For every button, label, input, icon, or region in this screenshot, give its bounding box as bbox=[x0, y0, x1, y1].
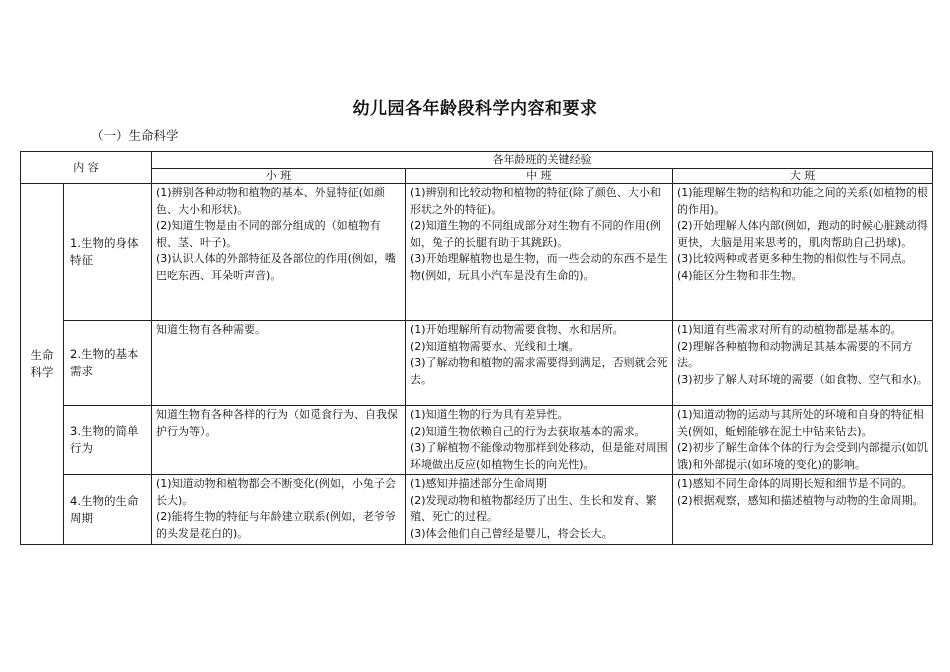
header-content: 内 容 bbox=[21, 152, 152, 184]
table-header-row bbox=[21, 152, 933, 169]
page-title: 幼儿园各年龄段科学内容和要求 bbox=[352, 99, 598, 119]
list-item: (1)知道生物的行为具有差异性。 bbox=[410, 408, 569, 421]
list-item: (3)体会他们自己曾经是婴儿，将会长大。 bbox=[410, 526, 613, 540]
table-subheader-row bbox=[21, 169, 933, 184]
list-item: (2)理解各种植物和动物满足其基本需要的不同方法。 bbox=[677, 339, 913, 369]
table-row bbox=[21, 475, 933, 545]
list-item: (2)开始理解人体内部(例如，跑动的时候心脏跳动得更快，大脑是用来思考的，肌肉帮助自己扔球)。 bbox=[677, 219, 928, 249]
list-item: (2)知道生物是由不同的部分组成的（如植物有根、茎、叶子)。 bbox=[156, 219, 381, 249]
small-class-cell bbox=[152, 184, 406, 321]
header-large-class: 大 班 bbox=[673, 169, 933, 184]
small-class-cell bbox=[152, 475, 406, 545]
list-item: (1)开始理解所有动物需要食物、水和居所。 bbox=[410, 323, 624, 336]
large-class-cell bbox=[673, 321, 933, 406]
list-item: (1)知道动物的运动与其所处的环境和自身的特征相关(例如，蚯蚓能够在泥土中钻来钻去)。 bbox=[677, 408, 924, 438]
list-item: (2)知道生物依赖自己的行为去获取基本的需求。 bbox=[410, 424, 646, 438]
category-cell bbox=[21, 184, 64, 545]
list-item: (3)比较两种或者更多种生物的相似性与不同点。 bbox=[677, 252, 913, 265]
list-item: (2)知道植物需要水、光线和土壤。 bbox=[410, 339, 580, 353]
middle-class-cell bbox=[406, 475, 673, 545]
list-item: (2)根据观察，感知和描述植物与动物的生命周期。 bbox=[677, 493, 924, 507]
topic-cell: 4.生物的生命周期 bbox=[64, 475, 152, 545]
list-item: (2)发现动物和植物都经历了出生、生长和发育、繁殖、死亡的过程。 bbox=[410, 493, 657, 523]
category-label: 生命科学 bbox=[30, 348, 54, 379]
list-item: (1)知道有些需求对所有的动植物都是基本的。 bbox=[677, 323, 902, 336]
list-item: (3)了解动物和植物的需求需要得到满足，否则就会死去。 bbox=[410, 356, 668, 386]
section-heading: （一）生命科学 bbox=[91, 128, 179, 143]
header-key-experience: 各年龄班的关键经验 bbox=[152, 152, 933, 169]
topic-cell: 1.生物的身体特征 bbox=[64, 184, 152, 321]
middle-class-cell bbox=[406, 184, 673, 321]
list-item: (3)初步了解人对环境的需要（如食物、空气和水)。 bbox=[677, 372, 928, 386]
large-class-cell bbox=[673, 406, 933, 475]
list-item: (2)初步了解生命体个体的行为会受到内部提示(如饥饿)和外部提示(如环境的变化)的影响。 bbox=[677, 441, 928, 471]
small-class-cell bbox=[152, 406, 406, 475]
large-class-cell bbox=[673, 184, 933, 321]
list-item: (2)知道生物的不同组成部分对生物有不同的作用(例如，兔子的长腿有助于其跳跃)。 bbox=[410, 219, 661, 249]
list-item: (3)了解植物不能像动物那样到处移动，但是能对周围环境做出反应(如植物生长的向光性)。 bbox=[410, 441, 668, 471]
header-small-class: 小 班 bbox=[152, 169, 406, 184]
list-item: (1)辨别和比较动物和植物的特征(除了颜色、大小和形状之外的特征)。 bbox=[410, 186, 661, 216]
large-class-cell bbox=[673, 475, 933, 545]
science-content-table bbox=[20, 151, 933, 545]
list-item: (2)能将生物的特征与年龄建立联系(例如，老爷爷的头发是花白的)。 bbox=[156, 510, 396, 540]
list-item: (3)开始理解植物也是生物，而一些会动的东西不是生物(例如，玩具小汽车是没有生命的)。 bbox=[410, 252, 668, 282]
list-item: (1)感知并描述部分生命周期 bbox=[410, 477, 547, 490]
middle-class-cell bbox=[406, 321, 673, 406]
list-item: (1)知道动物和植物都会不断变化(例如，小兔子会长大)。 bbox=[156, 477, 396, 507]
list-item: 知道生物有各种需要。 bbox=[156, 323, 266, 336]
table-row bbox=[21, 406, 933, 475]
list-item: (1)感知不同生命体的周期长短和细节是不同的。 bbox=[677, 477, 913, 490]
list-item: (1)能理解生物的结构和功能之间的关系(如植物的根的作用)。 bbox=[677, 186, 928, 216]
list-item: (3)认识人体的外部特征及各部位的作用(例如，嘴巴吃东西、耳朵听声音)。 bbox=[156, 252, 396, 282]
middle-class-cell bbox=[406, 406, 673, 475]
topic-cell: 3.生物的简单行为 bbox=[64, 406, 152, 475]
table-row bbox=[21, 321, 933, 406]
list-item: (1)辨别各种动物和植物的基本、外显特征(如颜色、大小和形状)。 bbox=[156, 186, 385, 216]
table-row bbox=[21, 184, 933, 321]
list-item: (4)能区分生物和非生物。 bbox=[677, 268, 803, 282]
topic-cell: 2.生物的基本需求 bbox=[64, 321, 152, 406]
small-class-cell bbox=[152, 321, 406, 406]
header-middle-class: 中 班 bbox=[406, 169, 673, 184]
list-item: 知道生物有各种各样的行为（如觅食行为、自我保护行为等）。 bbox=[156, 408, 398, 438]
